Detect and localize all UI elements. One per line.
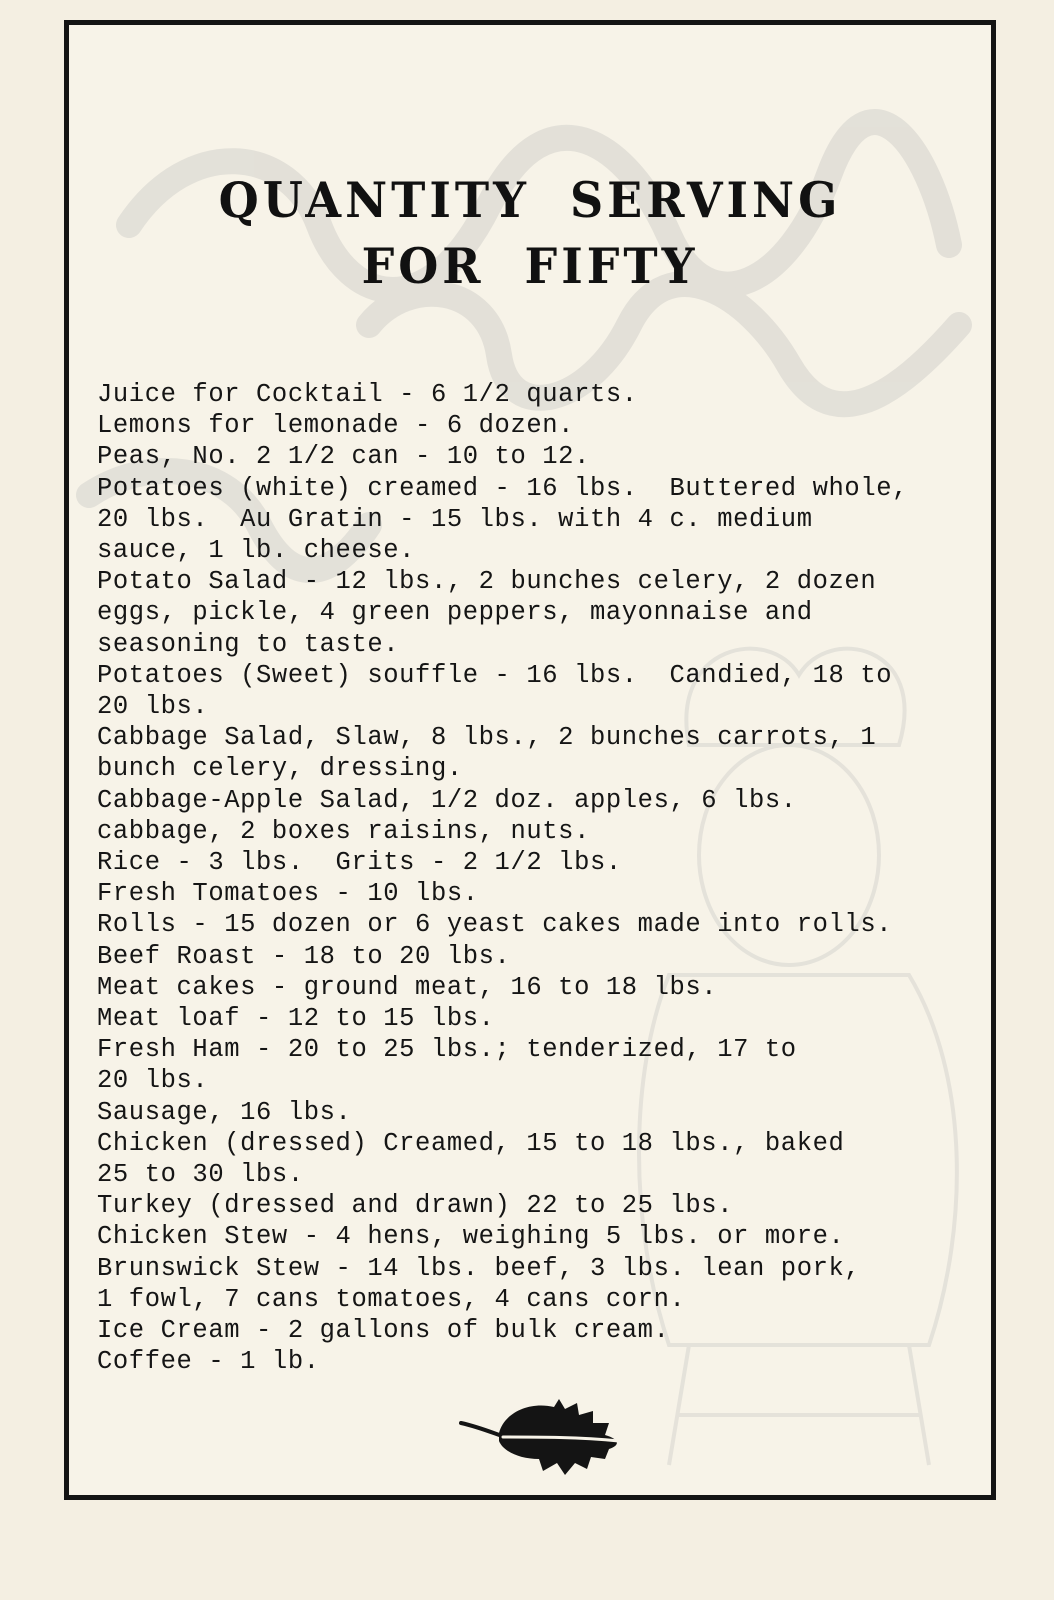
list-item: Coffee - 1 lb. (97, 1347, 320, 1377)
leaf-icon (459, 1393, 634, 1479)
quantity-list (97, 379, 977, 1378)
list-item: Chicken Stew - 4 hens, weighing 5 lbs. or more. (97, 1222, 845, 1252)
list-item: Rice - 3 lbs. Grits - 2 1/2 lbs. (97, 848, 622, 878)
list-item: Turkey (dressed and drawn) 22 to 25 lbs. (97, 1191, 734, 1221)
list-item: Potatoes (Sweet) souffle - 16 lbs. Candied, 18 to 20 lbs. (97, 660, 893, 722)
list-item: Beef Roast - 18 to 20 lbs. (97, 941, 511, 971)
list-item: Rolls - 15 dozen or 6 yeast cakes made into rolls. (97, 910, 893, 940)
list-item: Potatoes (white) creamed - 16 lbs. Buttered whole, 20 lbs. Au Gratin - 15 lbs. with 4 c. medium sauce, 1 lb. cheese. (97, 473, 909, 566)
list-item: Brunswick Stew - 14 lbs. beef, 3 lbs. lean pork, 1 fowl, 7 cans tomatoes, 4 cans corn. (97, 1253, 861, 1314)
leaf-stem (461, 1423, 505, 1437)
list-item: Fresh Tomatoes - 10 lbs. (97, 879, 479, 909)
list-item: Cabbage Salad, Slaw, 8 lbs., 2 bunches carrots, 1 bunch celery, dressing. (97, 723, 877, 784)
page-title-line-1: QUANTITY SERVING (218, 171, 842, 229)
list-item: Lemons for lemonade - 6 dozen. (97, 411, 575, 441)
list-item: Cabbage-Apple Salad, 1/2 doz. apples, 6 lbs. cabbage, 2 boxes raisins, nuts. (97, 785, 797, 846)
page-frame (64, 20, 996, 1500)
list-item: Ice Cream - 2 gallons of bulk cream. (97, 1316, 670, 1346)
list-item: Fresh Ham - 20 to 25 lbs.; tenderized, 17 to 20 lbs. (97, 1035, 797, 1096)
list-item: Meat cakes - ground meat, 16 to 18 lbs. (97, 972, 718, 1002)
list-item: Potato Salad - 12 lbs., 2 bunches celery, 2 dozen eggs, pickle, 4 green peppers, mayonnaise and seasoning to taste. (97, 567, 877, 659)
list-item: Meat loaf - 12 to 15 lbs. (97, 1004, 495, 1034)
list-item: Juice for Cocktail - 6 1/2 quarts. (97, 380, 638, 409)
list-item: Sausage, 16 lbs. (97, 1097, 352, 1127)
list-item: Chicken (dressed) Creamed, 15 to 18 lbs., baked 25 to 30 lbs. (97, 1128, 845, 1190)
list-item: Peas, No. 2 1/2 can - 10 to 12. (97, 442, 590, 472)
page-title-line-2: FOR FIFTY (361, 237, 699, 295)
